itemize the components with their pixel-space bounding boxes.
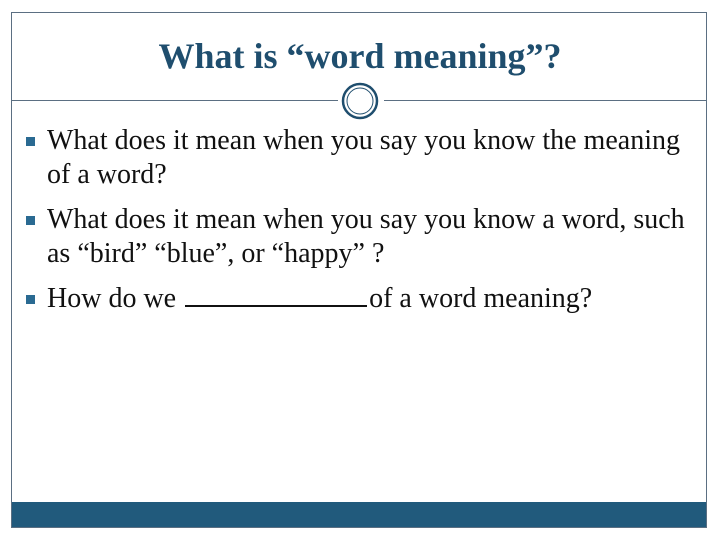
bullet-text-before-blank: How do we [47,283,177,314]
bullet-item [22,203,692,271]
bullet-item [22,282,692,316]
square-bullet-icon [26,216,35,225]
circle-ring-icon [340,81,380,121]
bullet-text: What does it mean when you say you know the meaning of a word? [47,125,680,190]
bullet-item [22,124,692,192]
square-bullet-icon [26,137,35,146]
title-divider-right [384,100,706,101]
bullet-text-after-blank: of a word meaning? [369,283,593,314]
bullet-text: What does it mean when you say you know a word, such as “bird” “blue”, or “happy” ? [47,204,685,269]
footer-bar [12,502,706,527]
square-bullet-icon [26,295,35,304]
fill-in-blank [185,283,367,307]
title-divider-left [12,100,338,101]
slide-title: What is “word meaning”? [158,36,562,76]
bullet-list [22,124,692,327]
